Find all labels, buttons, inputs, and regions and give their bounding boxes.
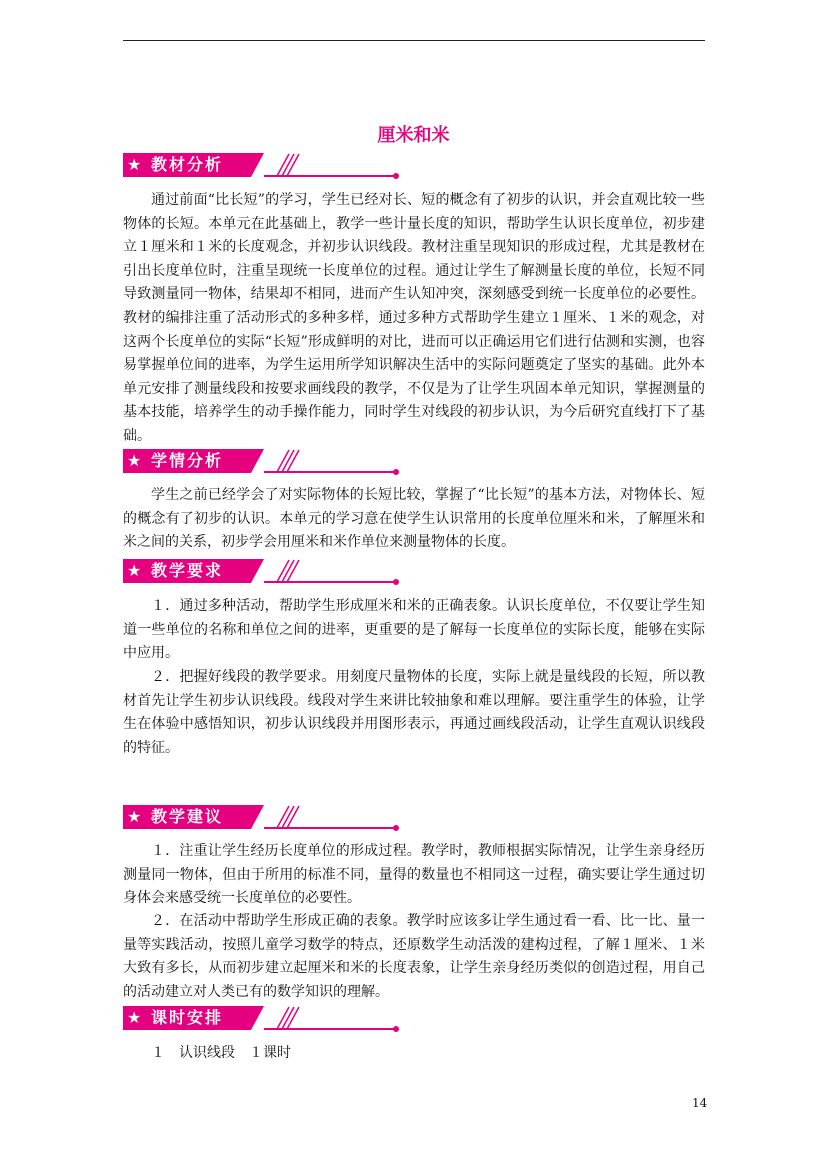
paragraph: ２．把握好线段的教学要求。用刻度尺量物体的长度，实际上就是量线段的长短，所以教材首先让学生初步认识线段。线段对学生来讲比较抽象和难以理解。要注重学生的体验，让学生在体验中感悟知识，初步认识线段并用图形表示，再通过画线段活动，让学生直观认识线段的特征。	[123, 669, 705, 756]
paragraph: 学生之前已经学会了对实际物体的长短比较，掌握了“比长短”的基本方法，对物体长、短的概念有了初步的认识。本单元的学习意在使学生认识常用的长度单位厘米和米，了解厘米和米之间的关系，初步学会用厘米和米作单位来测量物体的长度。	[123, 487, 705, 551]
star-icon: ★	[127, 155, 142, 174]
section-heading: 教材分析	[151, 155, 224, 174]
slash-decoration-icon	[273, 153, 313, 177]
section-header-teaching-suggestions	[123, 805, 398, 835]
star-icon: ★	[127, 561, 142, 580]
section-underline	[264, 581, 394, 583]
page-number: 14	[692, 1096, 708, 1110]
page-title: 厘米和米	[377, 125, 450, 146]
section-underline	[264, 827, 394, 829]
slash-decoration-icon	[273, 559, 313, 583]
section-header-lesson-schedule	[123, 1006, 398, 1036]
section-header-teaching-requirements	[123, 559, 398, 589]
star-icon: ★	[127, 451, 142, 470]
section-underline	[264, 471, 394, 473]
section-underline-dot	[393, 469, 399, 475]
paragraph: ２．在活动中帮助学生形成正确的表象。教学时应该多让学生通过看一看、比一比、量一量等实践活动，按照儿童学习数学的特点，还原数学生动活泼的建构过程，了解１厘米、１米大致有多长，从而初步建立起厘米和米的长度表象，让学生亲身经历类似的创造过程，用自己的活动建立对人类已有的数学知识的理解。	[123, 913, 705, 1000]
paragraph: １．通过多种活动，帮助学生形成厘米和米的正确表象。认识长度单位，不仅要让学生知道一些单位的名称和单位之间的进率，更重要的是了解每一长度单位的实际长度，能够在实际中应用。	[123, 598, 705, 662]
section-underline-dot	[393, 579, 399, 585]
section-header-textbook-analysis	[123, 153, 398, 183]
section-underline-dot	[393, 173, 399, 179]
section-underline	[264, 1028, 394, 1030]
paragraph: １．注重让学生经历长度单位的形成过程。教学时，教师根据实际情况，让学生亲身经历测量同一物体，但由于所用的标准不同，量得的数量也不相同这一过程，确实要让学生通过切身体会来感受统一长度单位的必要性。	[123, 843, 705, 907]
star-icon: ★	[127, 1008, 142, 1027]
section-heading: 教学建议	[151, 807, 224, 826]
section-heading: 学情分析	[151, 451, 224, 470]
header-rule	[123, 40, 705, 41]
section-heading: 课时安排	[151, 1008, 224, 1027]
section-underline	[264, 175, 394, 177]
slash-decoration-icon	[273, 805, 313, 829]
slash-decoration-icon	[273, 449, 313, 473]
slash-decoration-icon	[273, 1006, 313, 1030]
section-underline-dot	[393, 825, 399, 831]
paragraph: 通过前面“比长短”的学习，学生已经对长、短的概念有了初步的认识，并会直观比较一些物体的长短。本单元在此基础上，教学一些计量长度的知识，帮助学生认识长度单位，初步建立１厘米和１米的长度观念，并初步认识线段。教材注重呈现知识的形成过程，尤其是教材在引出长度单位时，注重呈现统一长度单位的过程。通过让学生了解测量长度的单位，长短不同导致测量同一物体，结果却不相同，进而产生认知冲突，深刻感受到统一长度单位的必要性。教材的编排注重了活动形式的多种多样，通过多种方式帮助学生建立１厘米、１米的观念，对这两个长度单位的实际“长短”形成鲜明的对比，进而可以正确运用它们进行估测和实测，也容易掌握单位间的进率，为学生运用所学知识解决生活中的实际问题奠定了坚实的基础。此外本单元安排了测量线段和按要求画线段的教学，不仅是为了让学生巩固本单元知识，掌握测量的基本技能，培养学生的动手操作能力，同时学生对线段的初步认识，为今后研究直线打下了基础。	[123, 192, 705, 444]
star-icon: ★	[127, 807, 142, 826]
paragraph: １ 认识线段 １课时	[151, 1045, 291, 1061]
section-header-student-analysis	[123, 449, 398, 479]
section-underline-dot	[393, 1026, 399, 1032]
section-heading: 教学要求	[151, 561, 224, 580]
